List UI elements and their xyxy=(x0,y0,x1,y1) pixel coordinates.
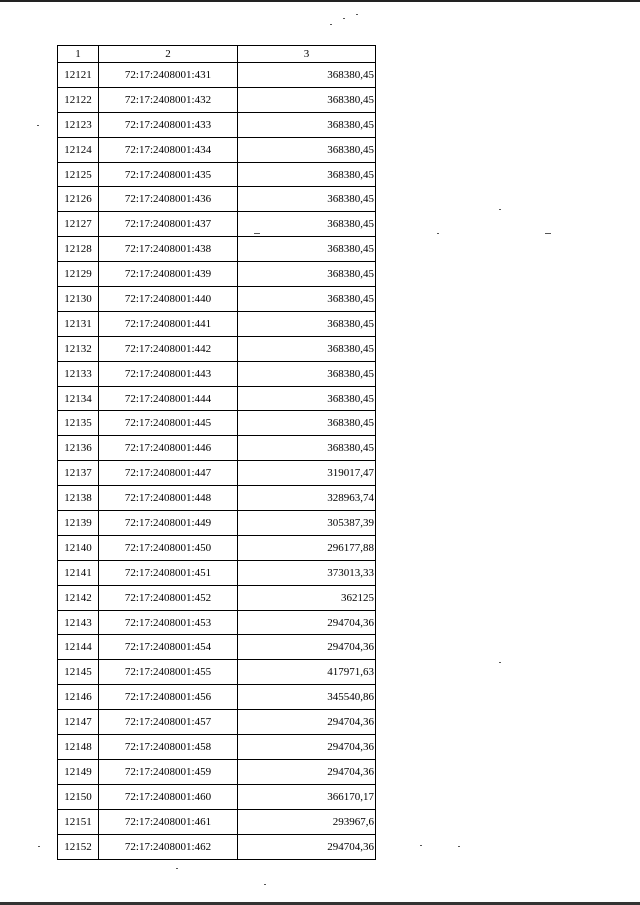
cadastral-value: 368380,45 xyxy=(238,287,376,312)
cadastral-value: 368380,45 xyxy=(238,112,376,137)
cadastral-value: 368380,45 xyxy=(238,212,376,237)
cadastral-value: 294704,36 xyxy=(238,834,376,859)
cadastral-value: 293967,6 xyxy=(238,809,376,834)
cadastral-value: 368380,45 xyxy=(238,237,376,262)
row-number: 12127 xyxy=(58,212,99,237)
cadastral-value: 368380,45 xyxy=(238,162,376,187)
cadastral-number: 72:17:2408001:444 xyxy=(99,386,238,411)
cadastral-value: 294704,36 xyxy=(238,610,376,635)
cadastral-value: 328963,74 xyxy=(238,486,376,511)
cadastral-number: 72:17:2408001:455 xyxy=(99,660,238,685)
cadastral-number: 72:17:2408001:436 xyxy=(99,187,238,212)
table-row xyxy=(58,386,376,411)
row-number: 12147 xyxy=(58,710,99,735)
cadastral-number: 72:17:2408001:454 xyxy=(99,635,238,660)
cadastral-number: 72:17:2408001:457 xyxy=(99,710,238,735)
scan-speck xyxy=(545,233,551,234)
cadastral-number: 72:17:2408001:452 xyxy=(99,585,238,610)
cadastral-number: 72:17:2408001:431 xyxy=(99,63,238,88)
cadastral-number: 72:17:2408001:449 xyxy=(99,511,238,536)
header-col-3: 3 xyxy=(238,46,376,63)
cadastral-number: 72:17:2408001:450 xyxy=(99,535,238,560)
row-number: 12148 xyxy=(58,735,99,760)
table-row xyxy=(58,635,376,660)
table-row xyxy=(58,87,376,112)
cadastral-value: 373013,33 xyxy=(238,560,376,585)
table-row xyxy=(58,834,376,859)
cadastral-number: 72:17:2408001:456 xyxy=(99,685,238,710)
cadastral-number: 72:17:2408001:460 xyxy=(99,784,238,809)
table-row xyxy=(58,710,376,735)
table-row xyxy=(58,511,376,536)
cadastral-number: 72:17:2408001:453 xyxy=(99,610,238,635)
cadastral-number: 72:17:2408001:435 xyxy=(99,162,238,187)
cadastral-number: 72:17:2408001:451 xyxy=(99,560,238,585)
cadastral-value: 362125 xyxy=(238,585,376,610)
cadastral-value: 368380,45 xyxy=(238,262,376,287)
cadastral-number: 72:17:2408001:434 xyxy=(99,137,238,162)
row-number: 12123 xyxy=(58,112,99,137)
table-row xyxy=(58,411,376,436)
table-header-row xyxy=(58,46,376,63)
cadastral-number: 72:17:2408001:433 xyxy=(99,112,238,137)
table-row xyxy=(58,735,376,760)
table-row xyxy=(58,262,376,287)
row-number: 12143 xyxy=(58,610,99,635)
table-row xyxy=(58,585,376,610)
page-top-edge xyxy=(0,0,640,2)
row-number: 12137 xyxy=(58,461,99,486)
cadastral-value: 368380,45 xyxy=(238,386,376,411)
row-number: 12130 xyxy=(58,287,99,312)
table-row xyxy=(58,560,376,585)
row-number: 12133 xyxy=(58,361,99,386)
cadastral-number: 72:17:2408001:442 xyxy=(99,336,238,361)
row-number: 12140 xyxy=(58,535,99,560)
cadastral-value: 345540,86 xyxy=(238,685,376,710)
cadastral-number: 72:17:2408001:438 xyxy=(99,237,238,262)
cadastral-value: 366170,17 xyxy=(238,784,376,809)
scan-speck xyxy=(254,233,260,234)
scan-speck xyxy=(176,868,178,869)
scan-speck xyxy=(264,884,266,885)
row-number: 12126 xyxy=(58,187,99,212)
table-row xyxy=(58,660,376,685)
scan-speck xyxy=(437,233,439,234)
cadastral-number: 72:17:2408001:458 xyxy=(99,735,238,760)
cadastral-value: 368380,45 xyxy=(238,311,376,336)
cadastral-number: 72:17:2408001:443 xyxy=(99,361,238,386)
table-row xyxy=(58,287,376,312)
scan-speck xyxy=(356,14,358,15)
table-row xyxy=(58,137,376,162)
cadastral-value: 368380,45 xyxy=(238,137,376,162)
row-number: 12121 xyxy=(58,63,99,88)
scan-speck xyxy=(343,18,345,19)
cadastral-value: 368380,45 xyxy=(238,187,376,212)
cadastral-number: 72:17:2408001:439 xyxy=(99,262,238,287)
row-number: 12146 xyxy=(58,685,99,710)
table-row xyxy=(58,784,376,809)
row-number: 12135 xyxy=(58,411,99,436)
row-number: 12122 xyxy=(58,87,99,112)
row-number: 12149 xyxy=(58,759,99,784)
table-row xyxy=(58,237,376,262)
cadastral-value: 368380,45 xyxy=(238,361,376,386)
cadastral-value: 417971,63 xyxy=(238,660,376,685)
cadastral-value: 368380,45 xyxy=(238,63,376,88)
row-number: 12144 xyxy=(58,635,99,660)
table-row xyxy=(58,759,376,784)
cadastral-number: 72:17:2408001:447 xyxy=(99,461,238,486)
header-col-2: 2 xyxy=(99,46,238,63)
cadastral-number: 72:17:2408001:440 xyxy=(99,287,238,312)
table-row xyxy=(58,486,376,511)
row-number: 12131 xyxy=(58,311,99,336)
row-number: 12152 xyxy=(58,834,99,859)
row-number: 12129 xyxy=(58,262,99,287)
table-row xyxy=(58,461,376,486)
row-number: 12128 xyxy=(58,237,99,262)
row-number: 12124 xyxy=(58,137,99,162)
row-number: 12145 xyxy=(58,660,99,685)
row-number: 12150 xyxy=(58,784,99,809)
cadastral-number: 72:17:2408001:446 xyxy=(99,436,238,461)
scan-speck xyxy=(37,125,39,126)
scan-speck xyxy=(420,845,422,846)
cadastral-value: 305387,39 xyxy=(238,511,376,536)
table-row xyxy=(58,361,376,386)
row-number: 12141 xyxy=(58,560,99,585)
row-number: 12134 xyxy=(58,386,99,411)
cadastral-number: 72:17:2408001:432 xyxy=(99,87,238,112)
row-number: 12132 xyxy=(58,336,99,361)
cadastral-number: 72:17:2408001:461 xyxy=(99,809,238,834)
cadastral-value: 294704,36 xyxy=(238,759,376,784)
scan-speck xyxy=(38,846,40,847)
row-number: 12136 xyxy=(58,436,99,461)
table-row xyxy=(58,535,376,560)
row-number: 12138 xyxy=(58,486,99,511)
row-number: 12142 xyxy=(58,585,99,610)
row-number: 12139 xyxy=(58,511,99,536)
cadastral-number: 72:17:2408001:459 xyxy=(99,759,238,784)
cadastral-number: 72:17:2408001:462 xyxy=(99,834,238,859)
table-row xyxy=(58,212,376,237)
cadastral-value: 294704,36 xyxy=(238,635,376,660)
table-row xyxy=(58,809,376,834)
scan-speck xyxy=(330,24,332,25)
cadastral-value: 368380,45 xyxy=(238,436,376,461)
header-col-1: 1 xyxy=(58,46,99,63)
cadastral-value: 296177,88 xyxy=(238,535,376,560)
table-row xyxy=(58,311,376,336)
table-row xyxy=(58,187,376,212)
table-row xyxy=(58,436,376,461)
data-table xyxy=(57,45,376,860)
table-row xyxy=(58,63,376,88)
table-row xyxy=(58,610,376,635)
table-row xyxy=(58,685,376,710)
scan-speck xyxy=(499,209,501,210)
table-row xyxy=(58,162,376,187)
cadastral-number: 72:17:2408001:437 xyxy=(99,212,238,237)
cadastral-value: 294704,36 xyxy=(238,735,376,760)
row-number: 12125 xyxy=(58,162,99,187)
cadastral-value: 368380,45 xyxy=(238,336,376,361)
cadastral-value: 368380,45 xyxy=(238,87,376,112)
cadastral-number: 72:17:2408001:441 xyxy=(99,311,238,336)
cadastral-value: 368380,45 xyxy=(238,411,376,436)
scan-speck xyxy=(499,662,501,663)
table-row xyxy=(58,336,376,361)
row-number: 12151 xyxy=(58,809,99,834)
cadastral-number: 72:17:2408001:448 xyxy=(99,486,238,511)
table-row xyxy=(58,112,376,137)
cadastral-number: 72:17:2408001:445 xyxy=(99,411,238,436)
cadastral-value: 319017,47 xyxy=(238,461,376,486)
table-body xyxy=(58,63,376,860)
cadastral-value: 294704,36 xyxy=(238,710,376,735)
scan-speck xyxy=(458,846,460,847)
